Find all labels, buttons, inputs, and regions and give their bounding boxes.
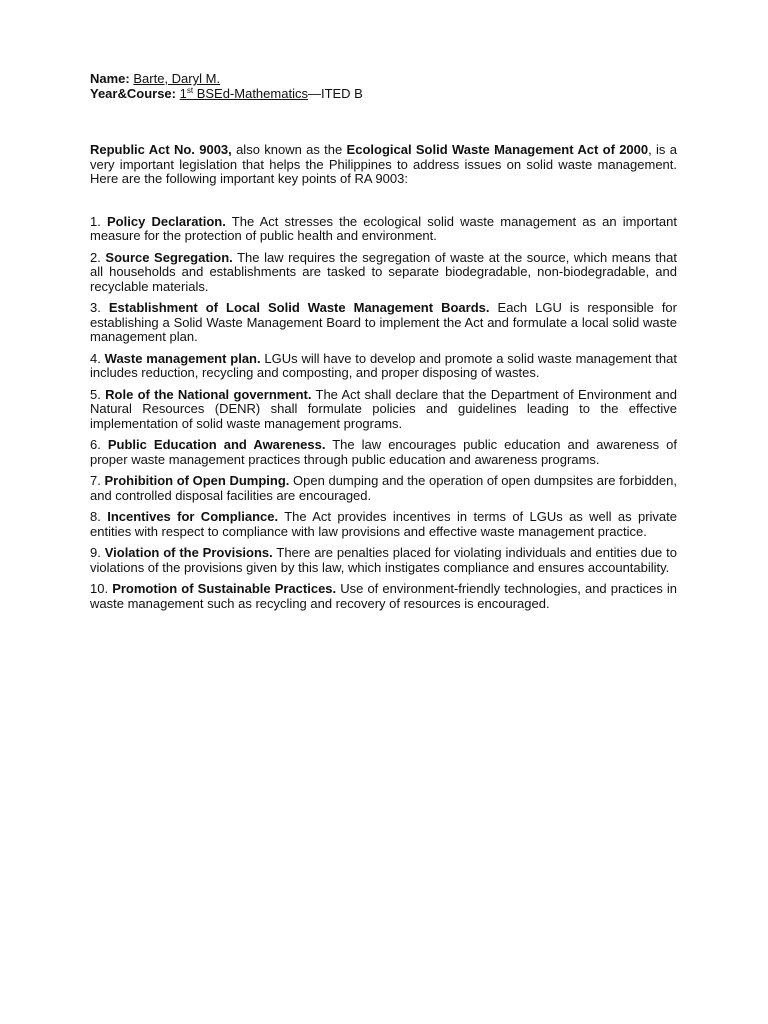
point-body: LGUs will have to develop and promote a solid waste management that includes reduction, recycling and composting, and proper disposing of wastes. <box>90 350 677 380</box>
course-name: BSEd-Mathematics <box>193 85 308 101</box>
point-body: The Act shall declare that the Department of Environment and Natural Resources (DENR) shall formulate policies and guidelines leading to the effective implementation of solid waste management programs. <box>90 386 677 431</box>
point-number: 5. <box>90 386 101 402</box>
point-body: Use of environment-friendly technologies, and practices in waste management such as recycling and recovery of resources is encouraged. <box>90 581 677 611</box>
point-title: Source Segregation. <box>105 249 233 265</box>
name-value: Barte, Daryl M. <box>133 71 221 86</box>
name-line <box>90 72 677 87</box>
key-point <box>90 215 677 244</box>
point-body: The Act provides incentives in terms of LGUs as well as private entities with respect to compliance with law provisions and effective waste management practice. <box>90 509 677 539</box>
key-point <box>90 438 677 467</box>
act-name: Republic Act No. 9003, <box>90 142 232 157</box>
point-body: Each LGU is responsible for establishing a Solid Waste Management Board to implement the Act and formulate a local solid waste management plan. <box>90 300 677 344</box>
key-point <box>90 352 677 381</box>
course-value <box>180 86 308 101</box>
intro-text-2: , is a very important legislation that helps the Philippines to address issues on solid waste management. Here are the following important key points of RA 9003: <box>90 142 677 186</box>
year-suffix: st <box>186 85 194 95</box>
point-title: Promotion of Sustainable Practices. <box>112 581 337 596</box>
point-title: Role of the National government. <box>105 386 312 402</box>
key-point <box>90 474 677 503</box>
point-body: The law requires the segregation of waste at the source, which means that all households and establishments are tasked to separate biodegradable, non-biodegradable, and recyclable materials. <box>90 249 677 294</box>
act-title: Ecological Solid Waste Management Act of 2000 <box>346 142 649 157</box>
point-number: 7. <box>90 473 101 488</box>
intro-paragraph <box>90 143 677 187</box>
point-number: 3. <box>90 300 101 315</box>
key-point <box>90 510 677 539</box>
point-title: Waste management plan. <box>104 350 261 366</box>
point-body: There are penalties placed for violating individuals and entities due to violations of the provisions given by this law, which instigates compliance and ensures accountability. <box>90 545 677 575</box>
point-body: The Act stresses the ecological solid waste management as an important measure for the protection of public health and environment. <box>90 213 677 243</box>
point-body: Open dumping and the operation of open dumpsites are forbidden, and controlled disposal facilities are encouraged. <box>90 473 677 503</box>
point-number: 1. <box>90 213 101 229</box>
point-title: Establishment of Local Solid Waste Management Boards. <box>108 300 490 315</box>
point-title: Public Education and Awareness. <box>107 437 326 452</box>
key-point <box>90 546 677 575</box>
key-point <box>90 388 677 432</box>
key-point <box>90 582 677 611</box>
intro-text-1: also known as the <box>231 142 347 157</box>
point-number: 10. <box>90 581 109 596</box>
point-title: Policy Declaration. <box>107 213 226 229</box>
key-points-list <box>90 215 677 612</box>
key-point <box>90 251 677 295</box>
point-title: Prohibition of Open Dumping. <box>104 473 290 488</box>
document-page <box>90 72 677 618</box>
point-number: 8. <box>90 509 101 524</box>
key-point <box>90 301 677 345</box>
point-number: 6. <box>90 437 101 452</box>
course-label: Year&Course: <box>90 85 176 101</box>
course-section: —ITED B <box>307 85 363 101</box>
year-number: 1 <box>179 85 187 101</box>
point-number: 9. <box>90 545 101 560</box>
point-number: 4. <box>90 350 101 366</box>
point-number: 2. <box>90 249 101 265</box>
point-title: Violation of the Provisions. <box>104 545 273 560</box>
point-title: Incentives for Compliance. <box>107 509 279 524</box>
point-body: The law encourages public education and awareness of proper waste management practices through public education and awareness programs. <box>90 437 677 467</box>
name-label: Name: <box>90 71 130 86</box>
course-line <box>90 87 677 102</box>
